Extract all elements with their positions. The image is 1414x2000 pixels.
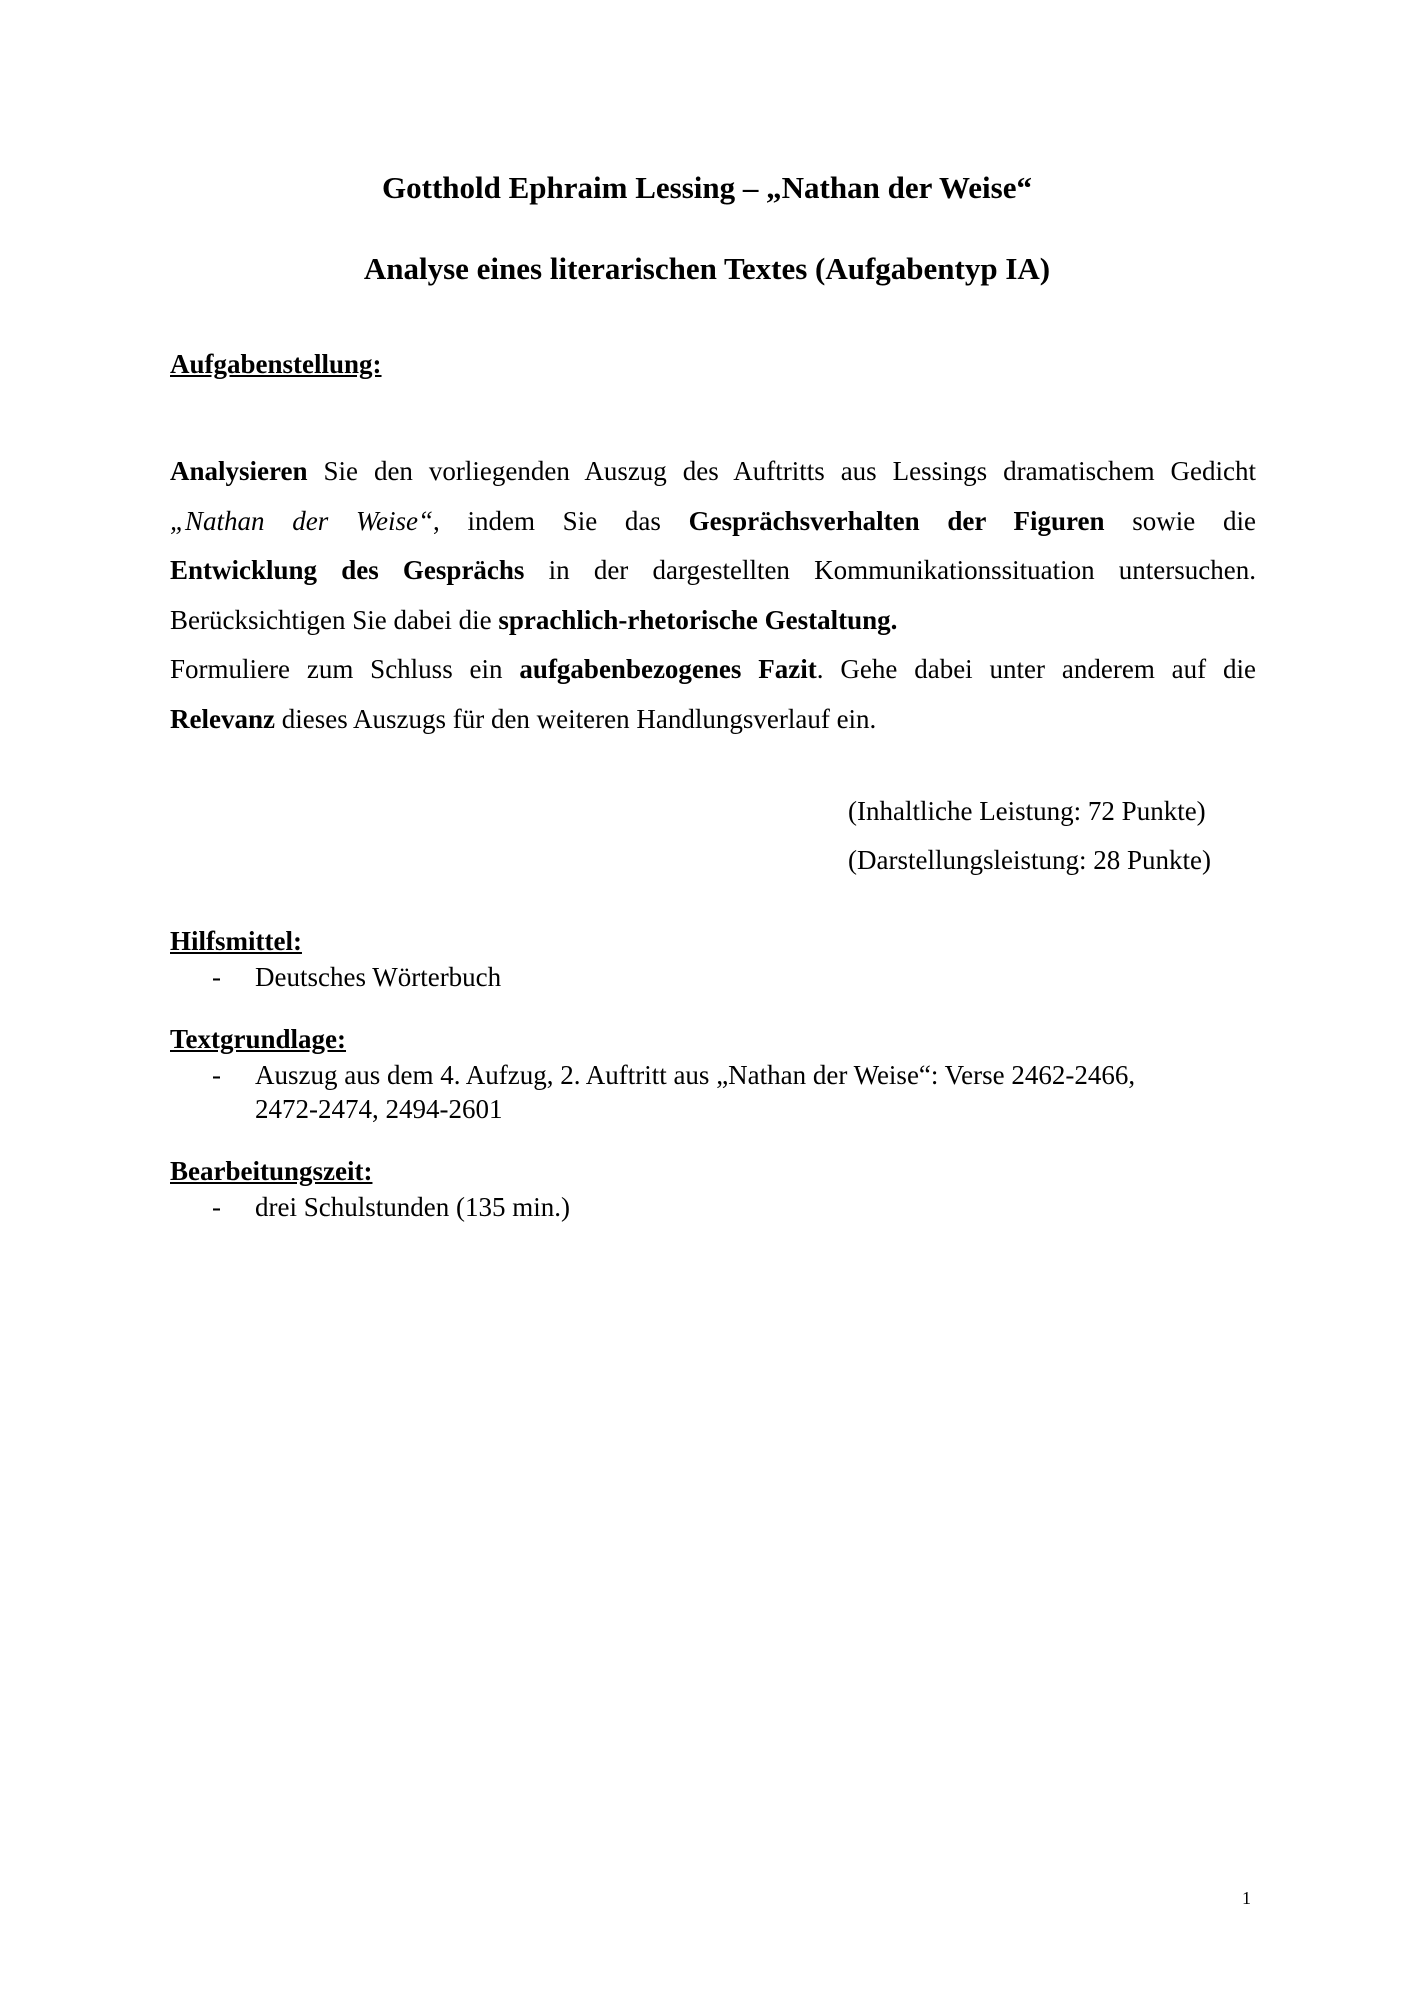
time-heading: Bearbeitungszeit: <box>170 1156 373 1186</box>
bullet-dash: - <box>212 962 221 992</box>
task-text: sowie die <box>1104 505 1256 536</box>
text-basis-line: Auszug aus dem 4. Aufzug, 2. Auftritt aus „Nathan der Weise“: Verse 2462-2466, <box>255 1060 1136 1090</box>
task-line <box>170 596 1256 646</box>
task-text: dieses Auszugs für den weiteren Handlungsverlauf ein. <box>274 703 877 734</box>
task-line <box>170 695 1256 745</box>
bullet-dash: - <box>212 1060 221 1090</box>
task-line <box>170 645 1256 695</box>
task-paragraph <box>170 447 1256 744</box>
task-text: . Gehe dabei unter anderem auf die <box>816 654 1257 684</box>
task-text: , indem Sie das <box>432 505 689 536</box>
task-text: Formuliere zum Schluss ein <box>170 654 520 684</box>
points-presentation: (Darstellungsleistung: 28 Punkte) <box>848 845 1211 875</box>
aids-item-text: Deutsches Wörterbuch <box>255 962 502 992</box>
text-basis-heading: Textgrundlage: <box>170 1024 347 1054</box>
points-content: (Inhaltliche Leistung: 72 Punkte) <box>848 796 1206 826</box>
aids-heading: Hilfsmittel: <box>170 926 302 956</box>
task-line <box>170 546 1256 596</box>
time-item-text: drei Schulstunden (135 min.) <box>255 1192 570 1222</box>
task-heading: Aufgabenstellung: <box>170 349 382 379</box>
task-text: Sie den vorliegenden Auszug des Auftritts aus Lessings dramatischem Gedicht <box>307 456 1256 486</box>
page-number: 1 <box>1242 1888 1251 1908</box>
bullet-dash: - <box>212 1192 221 1222</box>
task-keyword: Gesprächsverhalten der Figuren <box>688 505 1105 536</box>
task-text: Berücksichtigen Sie dabei die <box>170 604 499 635</box>
task-text: in der dargestellten Kommunikationssituation untersuchen. <box>524 555 1256 585</box>
document-subtitle: Analyse eines literarischen Textes (Aufgabentyp IA) <box>363 251 1051 286</box>
task-keyword: Relevanz <box>170 703 275 734</box>
task-keyword: aufgabenbezogenes Fazit <box>519 654 817 684</box>
task-keyword: Entwicklung des Gesprächs <box>170 555 525 585</box>
work-title: „Nathan der Weise“ <box>170 505 433 536</box>
task-keyword: Analysieren <box>170 456 308 486</box>
document-title: Gotthold Ephraim Lessing – „Nathan der Weise“ <box>382 170 1032 205</box>
task-line <box>170 447 1256 497</box>
task-keyword: sprachlich-rhetorische Gestaltung. <box>498 604 898 635</box>
task-line <box>170 497 1256 547</box>
text-basis-line: 2472-2474, 2494-2601 <box>255 1094 503 1124</box>
